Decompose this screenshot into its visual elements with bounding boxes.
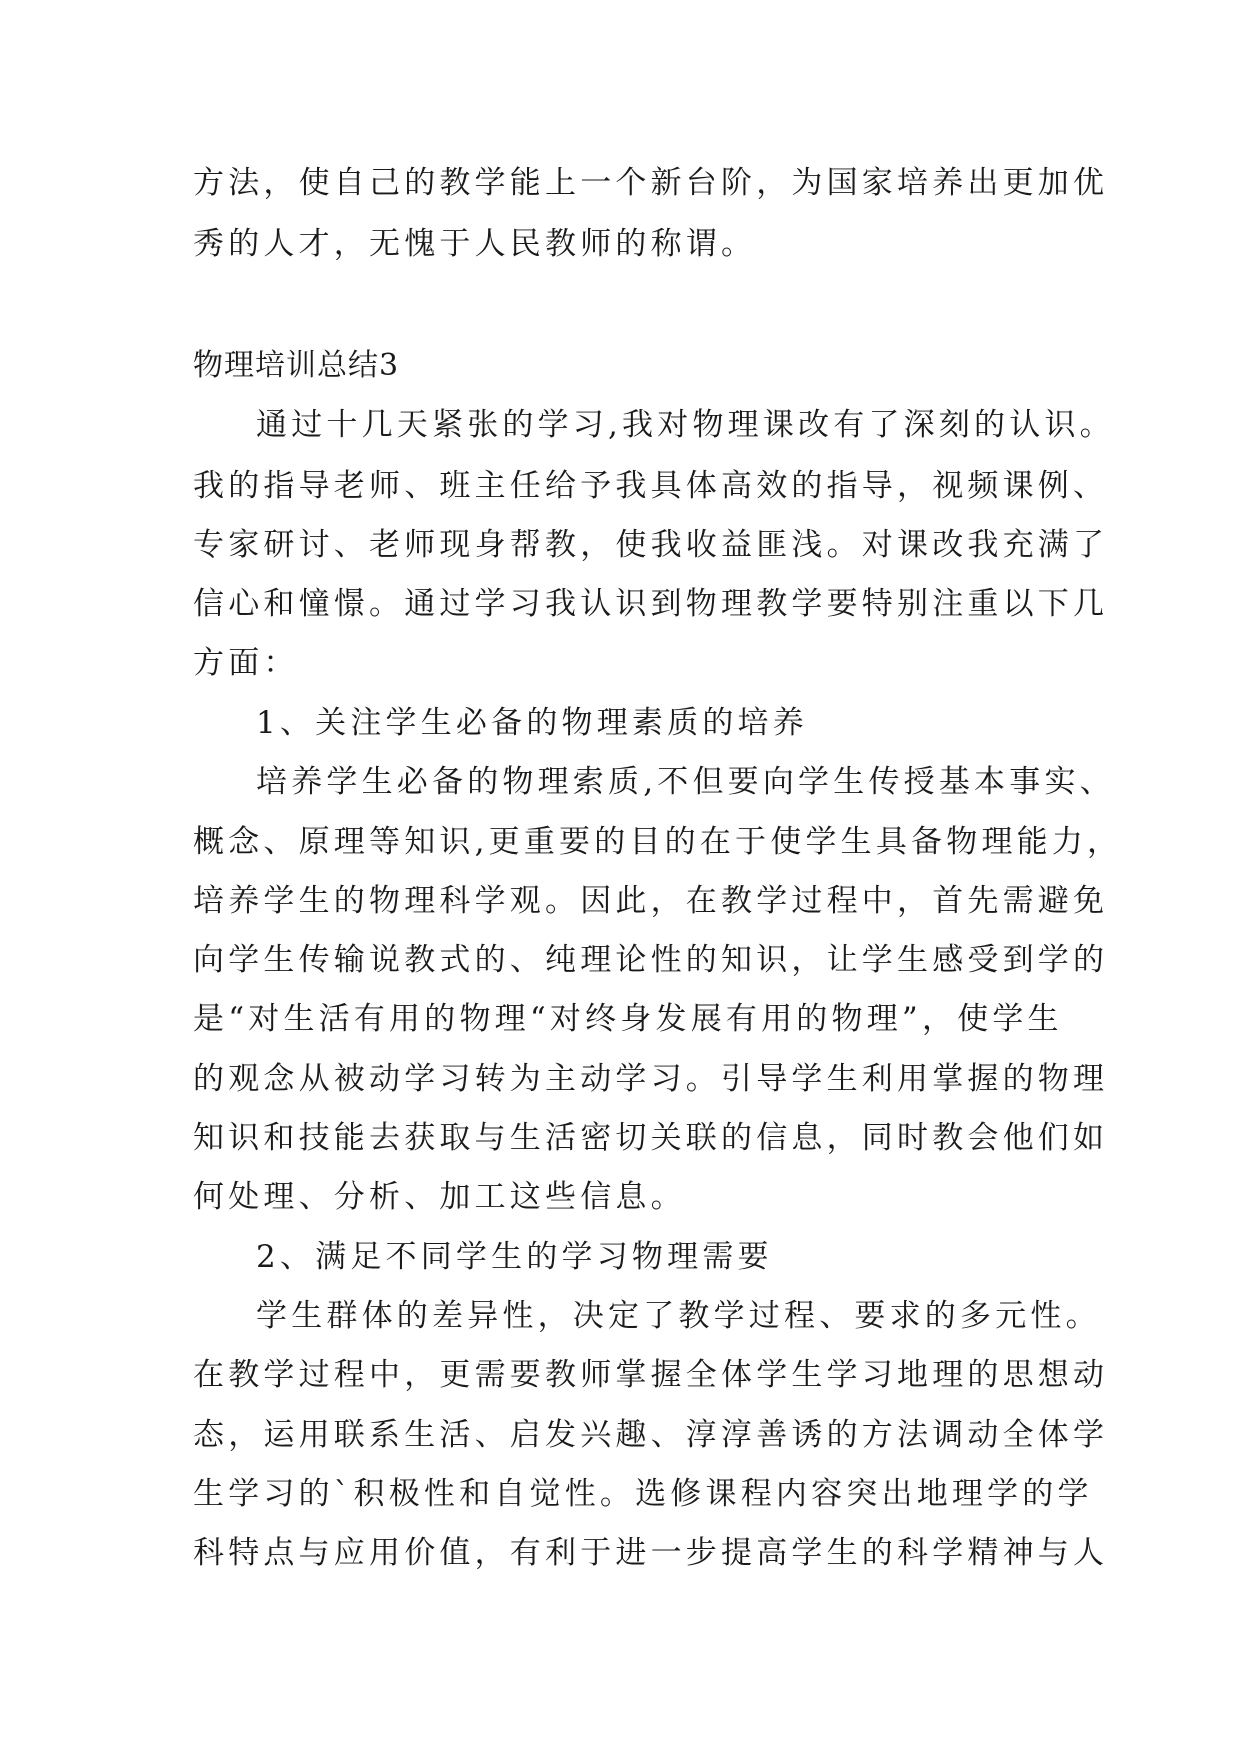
paragraph-line: 何处理、分析、加工这些信息。 xyxy=(193,1179,686,1215)
paragraph-line: 方面： xyxy=(193,645,299,681)
paragraph-line: 信心和憧憬。通过学习我认识到物理教学要特别注重以下几 xyxy=(193,586,1109,622)
paragraph-line: 是“对生活有用的物理“对终身发展有用的物理”，使学生 xyxy=(193,1001,1063,1037)
paragraph-line: 专家研讨、老师现身帮教，使我收益匪浅。对课改我充满了 xyxy=(193,527,1109,563)
paragraph-line: 通过十几天紧张的学习,我对物理课改有了深刻的认识。 xyxy=(256,407,1115,443)
paragraph-line: 概念、原理等知识,更重要的目的在于使学生具备物理能力， xyxy=(193,824,1123,860)
paragraph-line: 培养学生必备的物理索质,不但要向学生传授基本事实、 xyxy=(256,764,1115,800)
paragraph-line: 方法，使自己的教学能上一个新台阶，为国家培养出更加优 xyxy=(193,165,1109,201)
paragraph-line: 向学生传输说教式的、纯理论性的知识，让学生感受到学的 xyxy=(193,942,1109,978)
paragraph-line: 培养学生的物理科学观。因此，在教学过程中，首先需避免 xyxy=(193,883,1109,919)
paragraph-line: 在教学过程中，更需要教师掌握全体学生学习地理的思想动 xyxy=(193,1357,1109,1393)
paragraph-line: 生学习的`积极性和自觉性。选修课程内容突出地理学的学 xyxy=(193,1476,1093,1512)
subheading: 2、满足不同学生的学习物理需要 xyxy=(256,1239,773,1275)
paragraph-line: 科特点与应用价值，有利于进一步提高学生的科学精神与人 xyxy=(193,1535,1109,1571)
paragraph-line: 我的指导老师、班主任给予我具体高效的指导，视频课例、 xyxy=(193,468,1109,504)
paragraph-line: 学生群体的差异性，决定了教学过程、要求的多元性。 xyxy=(256,1298,1101,1334)
paragraph-line: 的观念从被动学习转为主动学习。引导学生利用掌握的物理 xyxy=(193,1061,1109,1097)
subheading: 1、关注学生必备的物理素质的培养 xyxy=(256,705,808,741)
paragraph-line: 态，运用联系生活、启发兴趣、淳淳善诱的方法调动全体学 xyxy=(193,1417,1109,1453)
section-title: 物理培训总结3 xyxy=(193,348,400,383)
paragraph-line: 秀的人才，无愧于人民教师的称谓。 xyxy=(193,226,757,262)
paragraph-line: 知识和技能去获取与生活密切关联的信息，同时教会他们如 xyxy=(193,1120,1109,1156)
